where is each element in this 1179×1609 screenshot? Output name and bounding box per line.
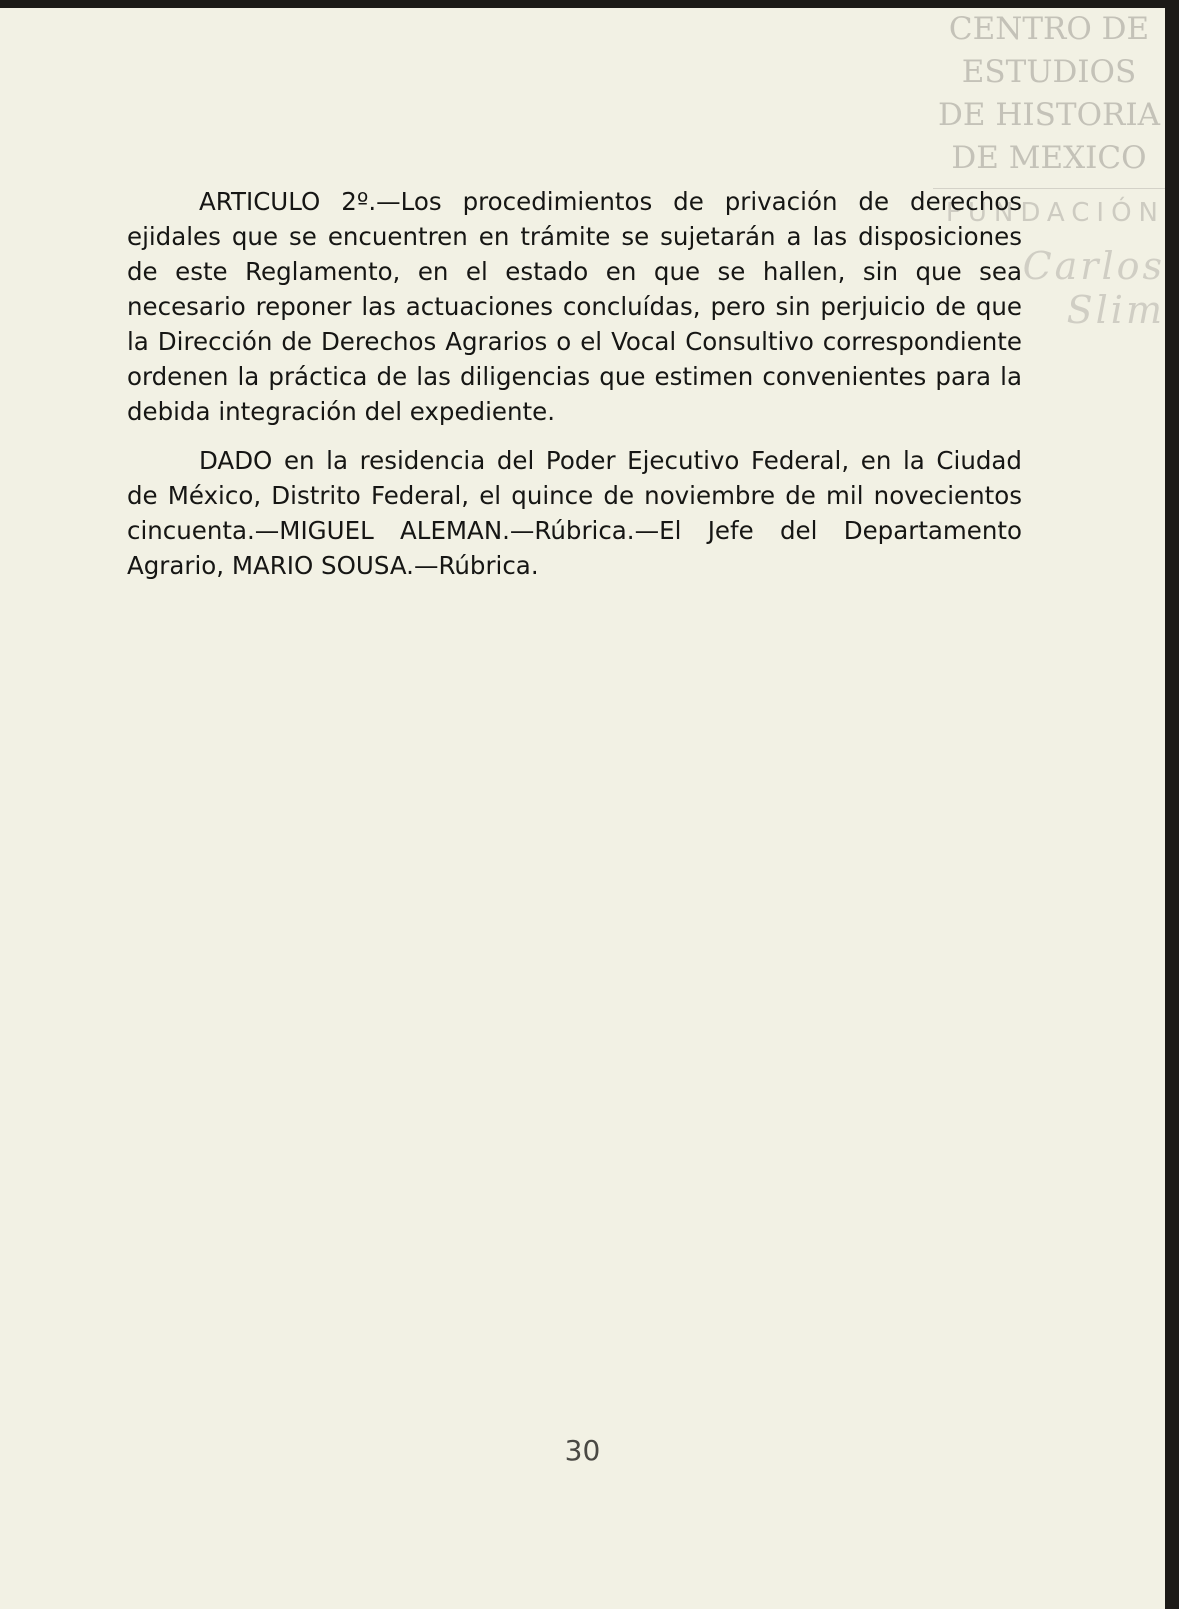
watermark-signature: Carlos Slim [1022,244,1165,332]
watermark-fundacion: FUNDACIÓN [945,198,1165,228]
watermark-title [933,8,1165,180]
watermark-line-3: DE HISTORIA [938,97,1160,133]
closing-paragraph: DADO en la residencia del Poder Ejecutivo Federal, en la Ciudad de México, Distrito Federal, el quince de noviembre de mil novecientos cincuenta.—MIGUEL ALEMAN.—Rúbrica.—El Jefe del Departamento Agrario, MARIO SOUSA.—Rúbrica. [127,446,1022,580]
page-number: 30 [564,1434,601,1467]
document-page [0,8,1165,1609]
document-body [127,184,1022,583]
watermark-line-4: DE MEXICO [951,140,1147,176]
watermark-line-1: CENTRO DE [948,11,1150,47]
article-paragraph: ARTICULO 2º.—Los procedimientos de privación de derechos ejidales que se encuentren en trámite se sujetarán a las disposiciones de este Reglamento, en el estado en que se hallen, sin que sea necesario reponer las actuaciones concluídas, pero sin perjuicio de que la Dirección de Derechos Agrarios o el Vocal Consultivo correspondiente ordenen la práctica de las diligencias que estimen convenientes para la debida integración del expediente. [127,187,1022,426]
watermark-line-2: ESTUDIOS [961,54,1137,90]
